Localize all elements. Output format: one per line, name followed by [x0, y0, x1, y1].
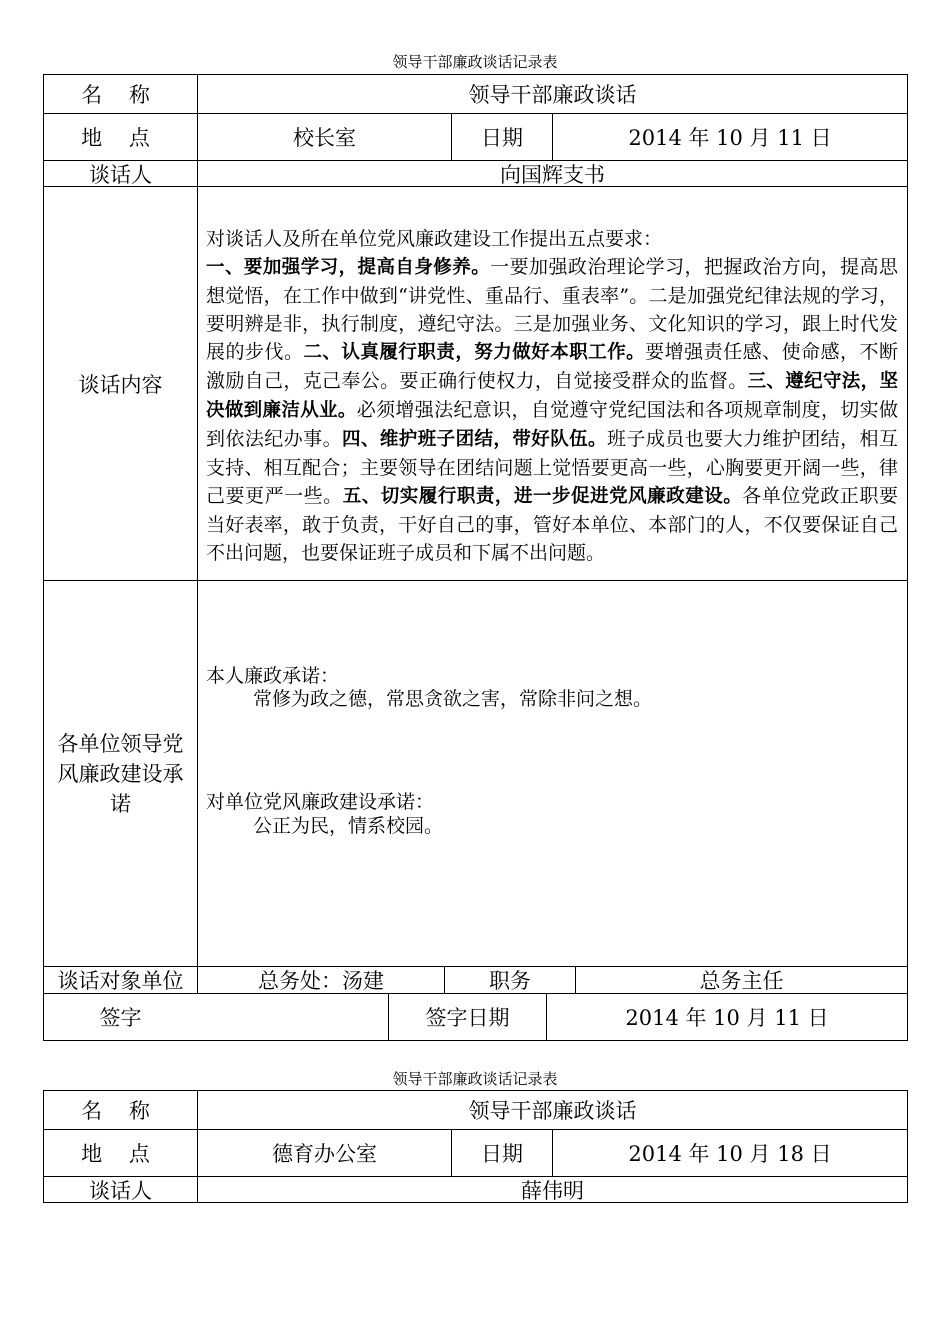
name-value: 领导干部廉政谈话: [468, 1099, 637, 1123]
unit-promise-title: 对单位党风廉政建设承诺：: [206, 791, 435, 813]
sign-label: 签字: [99, 1006, 142, 1030]
name-label: 名 称: [81, 83, 160, 107]
requirement-heading-4: 四、维护班子团结，带好队伍。: [342, 429, 607, 450]
table-border: [907, 1090, 908, 1203]
form-caption: 领导干部廉政谈话记录表: [392, 53, 558, 71]
table-border: [43, 1040, 908, 1041]
form-caption: 领导干部廉政谈话记录表: [392, 1070, 558, 1088]
date-value: 2014 年 10 月 11 日: [628, 126, 832, 150]
requirement-heading-2: 二、认真履行职责，努力做好本职工作。: [303, 342, 646, 363]
content-intro: 对谈话人及所在单位党风廉政建设工作提出五点要求：: [206, 228, 663, 250]
speaker-label: 谈话人: [89, 1178, 152, 1203]
table-border: [43, 1202, 908, 1203]
date-value: 2014 年 10 月 18 日: [628, 1142, 832, 1166]
position-value: 总务主任: [699, 969, 784, 993]
place-value: 校长室: [293, 126, 356, 150]
name-label: 名 称: [81, 1099, 160, 1123]
personal-promise-text: 常修为政之德，常思贪欲之害，常除非问之想。: [253, 688, 653, 710]
position-label: 职务: [489, 969, 531, 993]
target-unit-label: 谈话对象单位: [57, 969, 184, 993]
place-label: 地 点: [81, 1142, 160, 1166]
requirement-text-5: 各单位党政正职要当好表率，敢于负责，干好自己的事，管好本单位、本部门的人，不仅要保证自己不出问题，也要保证班子成员和下属不出问题。: [206, 485, 898, 564]
requirement-heading-1: 一、要加强学习，提高自身修养。: [206, 257, 491, 278]
promise-label: 各单位领导党风廉政建设承诺: [57, 731, 184, 816]
sign-date-label: 签字日期: [425, 1006, 510, 1030]
requirement-text-1: 一要加强政治理论学习，把握政治方向，提高思想觉悟，在工作中做到“讲党性、重品行、重表率”。二是加强党纪律法规的学习，要明辨是非，执行制度，遵纪守法。三是加强业务、文化知识的学习，跟上时代发展的步伐。: [206, 256, 898, 363]
name-value: 领导干部廉政谈话: [468, 83, 637, 107]
requirement-text-2: 要增强责任感、使命感，不断激励自己，克己奉公。要正确行使权力，自觉接受群众的监督。: [206, 341, 898, 392]
requirement-heading-5: 五、切实履行职责，进一步促进党风廉政建设。: [342, 486, 743, 507]
speaker-value: 向国辉支书: [500, 162, 605, 187]
table-border: [907, 74, 908, 1041]
unit-promise-text: 公正为民，情系校园。: [253, 815, 444, 837]
sign-date-value: 2014 年 10 月 11 日: [625, 1006, 829, 1030]
speaker-value: 薛伟明: [521, 1178, 584, 1203]
place-label: 地 点: [81, 126, 160, 150]
requirement-text-4: 班子成员也要大力维护团结，相互支持、相互配合；主要领导在团结问题上觉悟要更高一些，心胸要更开阔一些，律己要更严一些。: [206, 428, 898, 507]
content-text: [206, 225, 898, 567]
personal-promise-title: 本人廉政承诺：: [206, 665, 340, 687]
signature-field[interactable]: [198, 994, 388, 1040]
date-label: 日期: [481, 126, 523, 150]
content-label: 谈话内容: [78, 372, 163, 397]
column-divider: [197, 74, 198, 994]
requirement-heading-3: 三、遵纪守法，坚决做到廉洁从业。: [206, 371, 898, 421]
place-value: 德育办公室: [272, 1142, 377, 1166]
target-unit-value: 总务处：汤建: [258, 969, 384, 993]
requirement-text-3: 必须增强法纪意识，自觉遵守党纪国法和各项规章制度，切实做到依法纪办事。: [206, 399, 898, 450]
speaker-label: 谈话人: [89, 162, 152, 187]
date-label: 日期: [481, 1142, 523, 1166]
